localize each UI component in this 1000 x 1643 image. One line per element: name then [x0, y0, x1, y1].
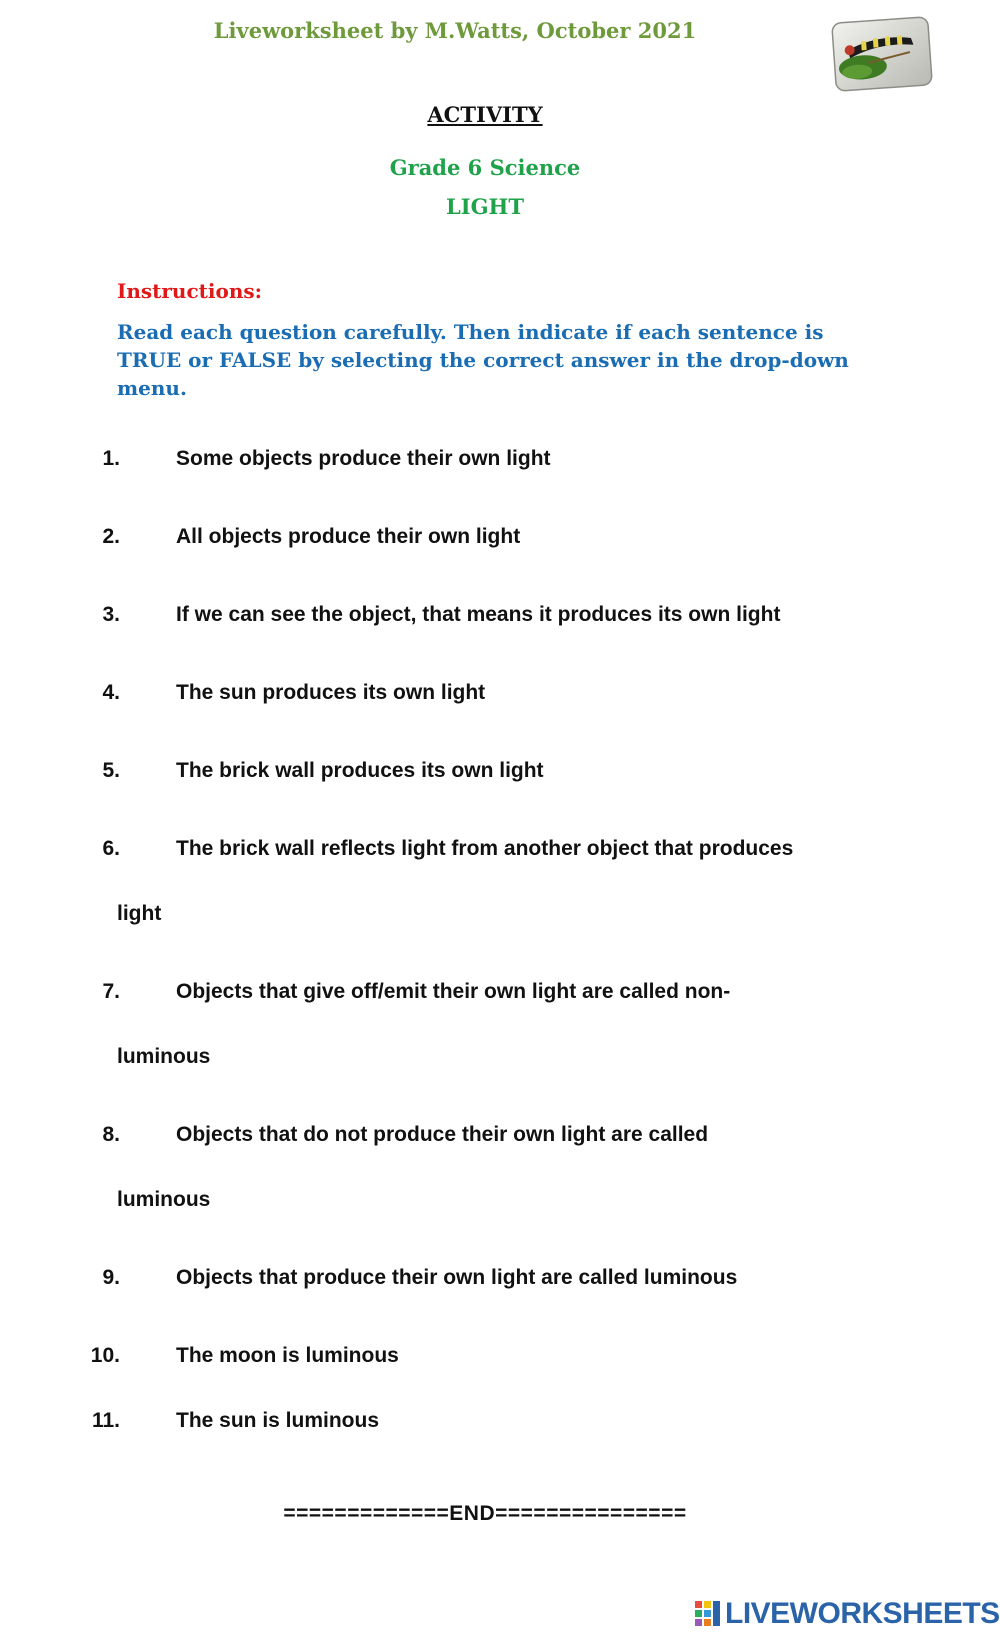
question-number: 8.	[102, 1123, 120, 1146]
topic-title: LIGHT	[446, 194, 524, 219]
question-number: 4.	[102, 681, 120, 704]
question-number: 2.	[102, 525, 120, 548]
question-text: The brick wall reflects light from another object that produces	[176, 837, 794, 860]
question-number: 11.	[91, 1409, 120, 1432]
question-text: Some objects produce their own light	[176, 447, 551, 470]
brand-name: LIVEWORKSHEETS	[725, 1597, 1000, 1630]
question-number: 3.	[102, 603, 120, 626]
question-text-continued: light	[117, 902, 162, 925]
question-text: All objects produce their own light	[176, 525, 521, 548]
question-text: The sun produces its own light	[176, 681, 486, 704]
question-text: If we can see the object, that means it produces its own light	[176, 603, 781, 626]
question-text: Objects that do not produce their own light are called	[176, 1123, 709, 1146]
activity-heading: ACTIVITY	[427, 102, 543, 127]
question-number: 5.	[102, 759, 120, 782]
question-number: 10.	[90, 1344, 120, 1367]
question-text: The sun is luminous	[176, 1409, 380, 1432]
grade-subject: Grade 6 Science	[389, 155, 581, 180]
liveworksheets-logo[interactable]	[695, 1597, 1000, 1631]
liveworksheets-grid-icon	[695, 1601, 721, 1627]
instructions-text: Read each question carefully. Then indicate if each sentence is TRUE or FALSE by selecting the correct answer in the drop-down menu.	[117, 320, 849, 400]
question-text: The moon is luminous	[176, 1344, 399, 1367]
question-text: Objects that give off/emit their own light are called non-	[176, 980, 731, 1003]
question-text-continued: luminous	[117, 1045, 211, 1068]
end-marker: =============END===============	[283, 1502, 687, 1525]
worksheet-credit: Liveworksheet by M.Watts, October 2021	[213, 18, 697, 43]
question-number: 1.	[102, 447, 120, 470]
question-text: The brick wall produces its own light	[176, 759, 544, 782]
question-number: 9.	[102, 1266, 120, 1289]
question-number: 6.	[102, 837, 120, 860]
instructions-title: Instructions:	[117, 279, 263, 303]
caterpillar-image	[828, 14, 936, 94]
question-number: 7.	[102, 980, 120, 1003]
question-text-continued: luminous	[117, 1188, 211, 1211]
question-text: Objects that produce their own light are called luminous	[176, 1266, 738, 1289]
